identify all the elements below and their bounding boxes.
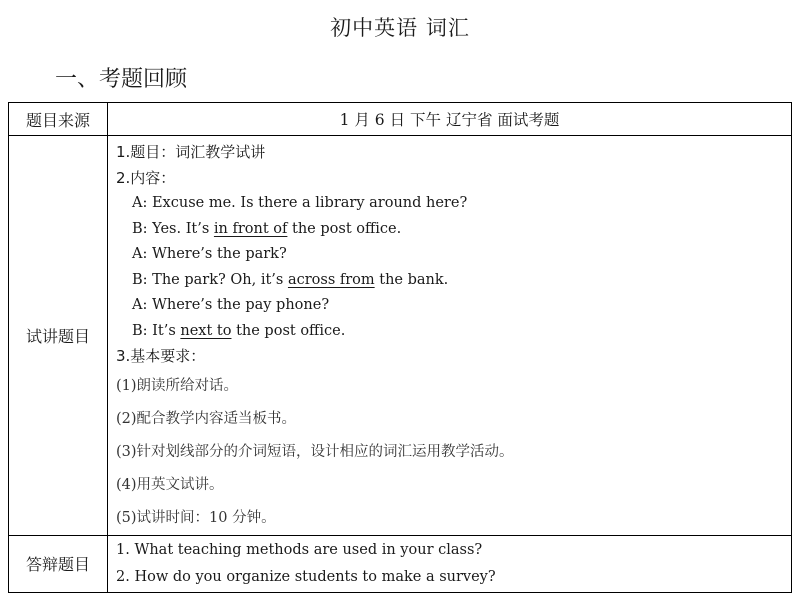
table-row-source xyxy=(9,103,792,136)
dialogue-text: the post office. xyxy=(287,220,402,237)
requirement-item: (1)朗读所给对话。 xyxy=(116,377,239,394)
dialogue-text: the bank. xyxy=(374,271,449,288)
dialogue-text: A: Where’s the pay phone? xyxy=(132,297,330,313)
source-value: 1 月 6 日 下午 辽宁省 面试考题 xyxy=(108,103,792,136)
section-heading: 一、考题回顾 xyxy=(55,67,188,92)
dialogue-text: B: The park? Oh, it’s xyxy=(132,271,288,288)
dialogue-line xyxy=(116,242,791,268)
trial-topic: 1.题目：词汇教学试讲 xyxy=(116,143,266,161)
defense-question: 1. What teaching methods are used in your class? xyxy=(116,541,483,558)
dialogue-text: A: Where’s the park? xyxy=(132,246,287,262)
page-title: 初中英语 词汇 xyxy=(330,16,470,40)
defense-content-cell xyxy=(108,535,792,592)
requirements-heading: 3.基本要求： xyxy=(116,347,206,365)
requirement-item: (3)针对划线部分的介词短语，设计相应的词汇运用教学活动。 xyxy=(116,443,514,460)
dialogue-line xyxy=(116,293,791,319)
underlined-phrase: across from xyxy=(287,271,375,288)
trial-content-cell xyxy=(108,136,792,536)
table-row-trial xyxy=(9,136,792,536)
underlined-phrase: next to xyxy=(180,322,232,339)
exam-table xyxy=(8,102,792,593)
dialogue-line xyxy=(116,319,791,345)
defense-question: 2. How do you organize students to make a survey? xyxy=(116,568,496,585)
requirement-item: (4)用英文试讲。 xyxy=(116,476,224,493)
content-heading: 2.内容： xyxy=(116,168,176,187)
source-label: 题目来源 xyxy=(9,103,108,136)
dialogue-text: B: It’s xyxy=(132,322,181,339)
dialogue-line xyxy=(116,268,791,294)
trial-label: 试讲题目 xyxy=(9,136,108,536)
dialogue-text: the post office. xyxy=(231,322,346,339)
dialogue-line xyxy=(116,191,791,217)
underlined-phrase: in front of xyxy=(213,220,288,237)
dialogue-text: B: Yes. It’s xyxy=(132,220,214,237)
requirement-item: (2)配合教学内容适当板书。 xyxy=(116,410,297,427)
table-row-defense xyxy=(9,535,792,592)
dialogue-text: A: Excuse me. Is there a library around here? xyxy=(132,195,468,211)
defense-label: 答辩题目 xyxy=(9,535,108,592)
requirement-item: (5)试讲时间：10 分钟。 xyxy=(116,509,276,526)
dialogue-line xyxy=(116,217,791,243)
